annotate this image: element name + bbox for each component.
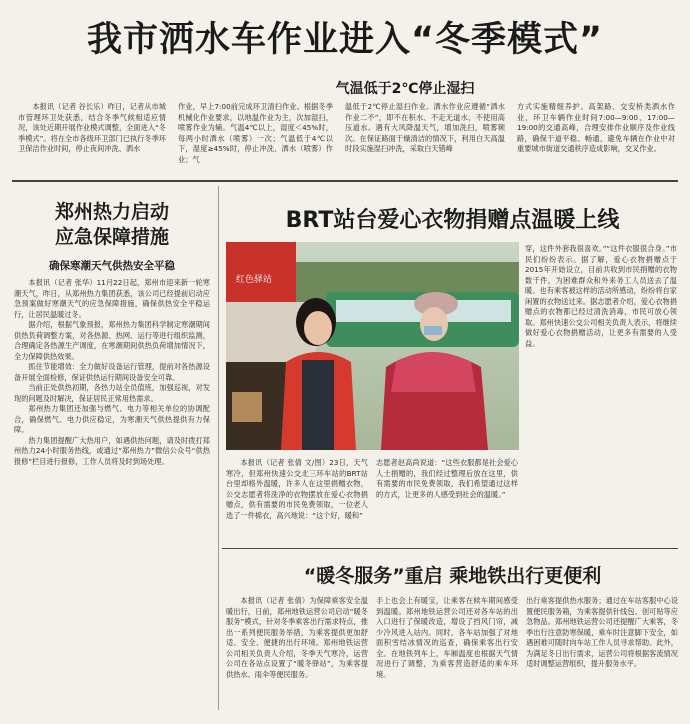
top-col3-text: 温低于2℃停止湿扫作业。洒水作业应遵循“洒水作业二不”，即不在积水、不走无道水、不使用高压道水。遇有大风降温天气，增加洗扫，喷雾频次。在保证路面干燥清洁的情况下，利用白天高温时段实施湿扫冲洗，采取白天错峰 xyxy=(345,102,505,153)
mid-right-text: 穿，这件外套我很喜欢。”“这件衣服很合身。”市民们纷纷表示。据了解，爱心衣物捐赠点于2015年开始设立，目前共收到市民捐赠的衣物数千件，为困难群众和外来务工人员送去了温暖。也有乘客被这样的活动所感动，纷纷将自家闲置的衣物送过来。据志愿者介绍，爱心衣物捐赠点的衣物都已经过清洗消毒，市民可放心领取。郑州快速公交公司相关负责人表示，将继续做好爱心衣物捐赠活动，让更多有需要的人受益。 xyxy=(525,244,677,348)
left-para: 抓住节能增效：全力做好设备运行管理，提前对各热源设备开展全面检修，保证供热运行期间设备安全可靠。 xyxy=(14,362,210,382)
top-article-col2 xyxy=(178,102,333,168)
left-headline-line1: 郑州热力启动 xyxy=(54,201,169,223)
brt-station-photo xyxy=(226,242,519,450)
top-article-col3 xyxy=(345,102,505,168)
left-headline-line2: 应急保障措施 xyxy=(54,226,169,248)
left-para: 当前正处供热初期，各热力站全员值班，加强巡视，对发现的问题及时解决，保证居民正常用热需求。 xyxy=(14,383,210,403)
left-article-body xyxy=(14,278,210,710)
bottom-headline: “暖冬服务”重启 乘地铁出行更便利 xyxy=(303,565,602,587)
left-para: 据介绍，根据气象预报，郑州热力集团科学制定寒潮期间供热负荷调整方案，对各热源、热网、运行等进行组织监测，合理确定各热源生产调度，在寒潮期间供热负荷增加情况下，全力保障供热效果。 xyxy=(14,320,210,361)
bottom-article-col2 xyxy=(376,596,518,714)
main-subheadline: 气温低于2℃停止湿扫 xyxy=(335,81,475,97)
bottom-article-col1 xyxy=(226,596,368,714)
mid-col1-text: 本报讯（记者 张倩 文/图）23日，天气寒冷，但郑州快速公交北三环车站的BRT站台里却格外温暖，许多人在这里捐赠衣物，公交志愿者将洗净的衣物摆放在爱心衣物捐赠点，供有需要的市民免费领取，一位老人选了一件棉衣，高兴地说：“这个好，暖和” xyxy=(226,458,368,520)
left-headline xyxy=(12,200,212,250)
bottom-col3-text: 出行乘客提供热水服务；通过在车站客服中心设置便民服务箱，为乘客提供针线包、创可贴等应急物品。郑州地铁运营公司还提醒广大乘客，冬季出行注意防寒保暖，乘车时注意脚下安全，如遇困难可随时向车站工作人员寻求帮助。此外，为满足冬日出行需求，运营公司将根据客流情况适时调整运营组织，提升服务水平。 xyxy=(526,596,678,668)
photo-illustration xyxy=(226,242,519,450)
top-article-col1 xyxy=(18,102,166,168)
mid-article-col1 xyxy=(226,458,368,542)
top-article-col4 xyxy=(517,102,675,168)
section-divider-top xyxy=(12,180,678,182)
top-col1-text: 本报讯（记者 谷长乐）昨日，记者从市城市管理环卫处获悉，结合冬季气候相适应情况，该处近期开展作业模式调整，全面进入“冬季模式”。将在全市各级环卫部门已执行冬季环卫保洁作业时间，停止夜间冲洗、洒水 xyxy=(18,102,166,153)
section-divider-bottom xyxy=(222,548,678,549)
left-para: 郑州热力集团还加强与燃气、电力等相关单位的协调配合，确保燃气、电力供应稳定，为寒潮天气供热提供有力保障。 xyxy=(14,404,210,434)
mid-headline: BRT站台爱心衣物捐赠点温暖上线 xyxy=(285,208,620,233)
bottom-article-col3 xyxy=(526,596,678,714)
column-rule xyxy=(218,186,219,710)
top-col4-text: 方式实施精细养护。高架路、交安桥类洒水作业，环卫车辆作业时间7:00—9:00、17:00—19:00的交通高峰，合理安排作业顺序及作业线路，确保干道平稳、畅通，避免车辆在作业中对重要城市街道交通秩序造成影响，交叉作业。 xyxy=(517,102,675,153)
bottom-col1-text: 本报讯（记者 张倩）为保障乘客安全温暖出行，日前，郑州地铁运营公司启动“暖冬服务”模式，针对冬季乘客出行需求特点，推出一系列便民服务举措，为乘客提供更加舒适、安全、便捷的出行环境。郑州地铁运营公司相关负责人介绍，冬季天气寒冷，运营公司在各站点设置了“暖冬驿站”，为乘客提供热水、雨伞等便民服务。 xyxy=(226,596,368,679)
left-para: 热力集团提醒广大热用户，如遇供热问题，请及时拨打郑州热力24小时服务热线，或通过“郑州热力”微信公众号“供热报修”栏目进行报修，工作人员将及时到场处理。 xyxy=(14,435,210,466)
mid-col2-text: 志愿者赵高尚说道：“这些衣服都是社会爱心人士捐赠的，我们经过整理后放在这里，供有需要的市民免费领取，我们希望通过这样的方式，让更多的人感受到社会的温暖。” xyxy=(376,458,518,499)
left-subheadline: 确保寒潮天气供热安全平稳 xyxy=(49,260,175,272)
bottom-col2-text: 手上也会上有暖宝，让乘客在候车期间感受到温暖。郑州地铁运营公司还对各车站的出入口进行了保暖改造，增设了挡风门帘，减少冷风进入站内。同时，各车站加强了对地面积雪结冰情况的巡查，确保乘客出行安全。在地铁列车上，车厢温度也根据天气情况进行了调整，为乘客营造舒适的乘车环境。 xyxy=(376,596,518,679)
photo-sign-text: 红色驿站 xyxy=(236,275,273,285)
top-col2-text: 作业，早上7:00前完成环卫清扫作业。根据冬季机械化作业要求，以地温作业为主，次加湿扫，喷雾作业为辅。气温4℃以上，湿度＜45%时，每两小时洒水（喷雾）一次；气温低于4℃以下，湿度≥45%时，停止冲洗、洒水（喷雾）作业；气 xyxy=(178,102,333,164)
main-headline: 我市洒水车作业进入“冬季模式” xyxy=(86,20,603,60)
left-para: 本报讯（记者 张华）11月22日起，郑州市迎来新一轮寒潮天气，昨日，从郑州热力集团获悉，该公司已经提前启动应急预案做好寒潮天气的应急保障措施，确保供热安全平稳运行，让居民温暖过冬。 xyxy=(14,278,210,319)
mid-article-col2 xyxy=(376,458,518,542)
